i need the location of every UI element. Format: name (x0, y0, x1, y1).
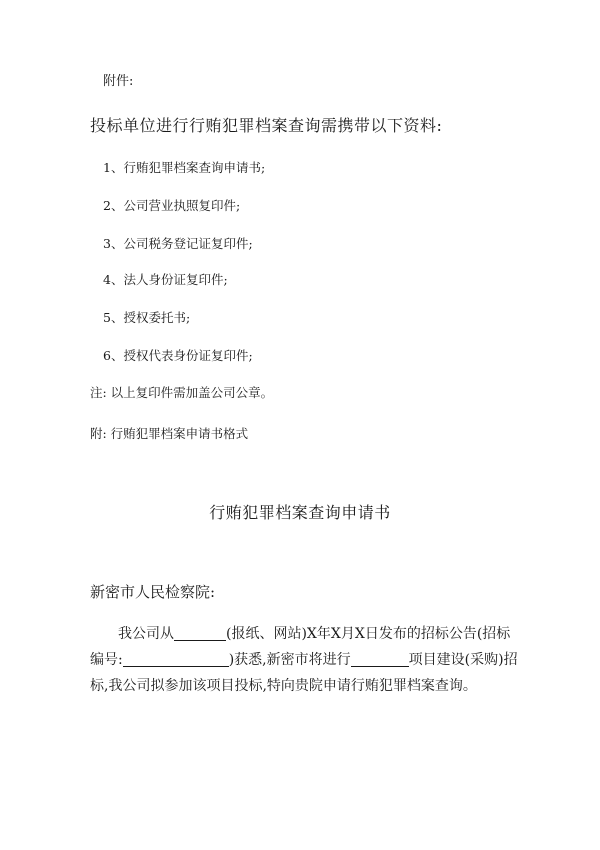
list-item: 6、授权代表身份证复印件; (103, 348, 253, 363)
paragraph-text: 项目建设(采购)招标,我公司拟参加该项目投标,特向贵院申请行贿犯罪档案查询。 (90, 652, 518, 694)
list-item: 1、行贿犯罪档案查询申请书; (103, 160, 266, 175)
form-title: 行贿犯罪档案查询申请书 (209, 503, 391, 522)
list-item: 5、授权委托书; (103, 310, 191, 325)
attachment-label: 附件: (103, 74, 134, 89)
bid-number-blank[interactable] (123, 650, 229, 667)
list-item: 3、公司税务登记证复印件; (103, 236, 253, 251)
requirements-heading: 投标单位进行行贿犯罪档案查询需携带以下资料: (90, 116, 443, 135)
appendix-note: 附: 行贿犯罪档案申请书格式 (90, 426, 249, 441)
paragraph-text: )获悉,新密市将进行 (228, 652, 351, 668)
application-paragraph (90, 621, 520, 699)
paragraph-text: 我公司从 (118, 626, 174, 642)
addressee: 新密市人民检察院: (90, 583, 216, 601)
paragraph-text: (报纸、网站)X年X月X日发布的招标公告(招标编号: (90, 626, 511, 668)
stamp-note: 注: 以上复印件需加盖公司公章。 (90, 385, 274, 400)
newspaper-blank[interactable] (174, 624, 226, 641)
project-name-blank[interactable] (351, 650, 409, 667)
list-item: 2、公司营业执照复印件; (103, 198, 241, 213)
list-item: 4、法人身份证复印件; (103, 272, 228, 287)
